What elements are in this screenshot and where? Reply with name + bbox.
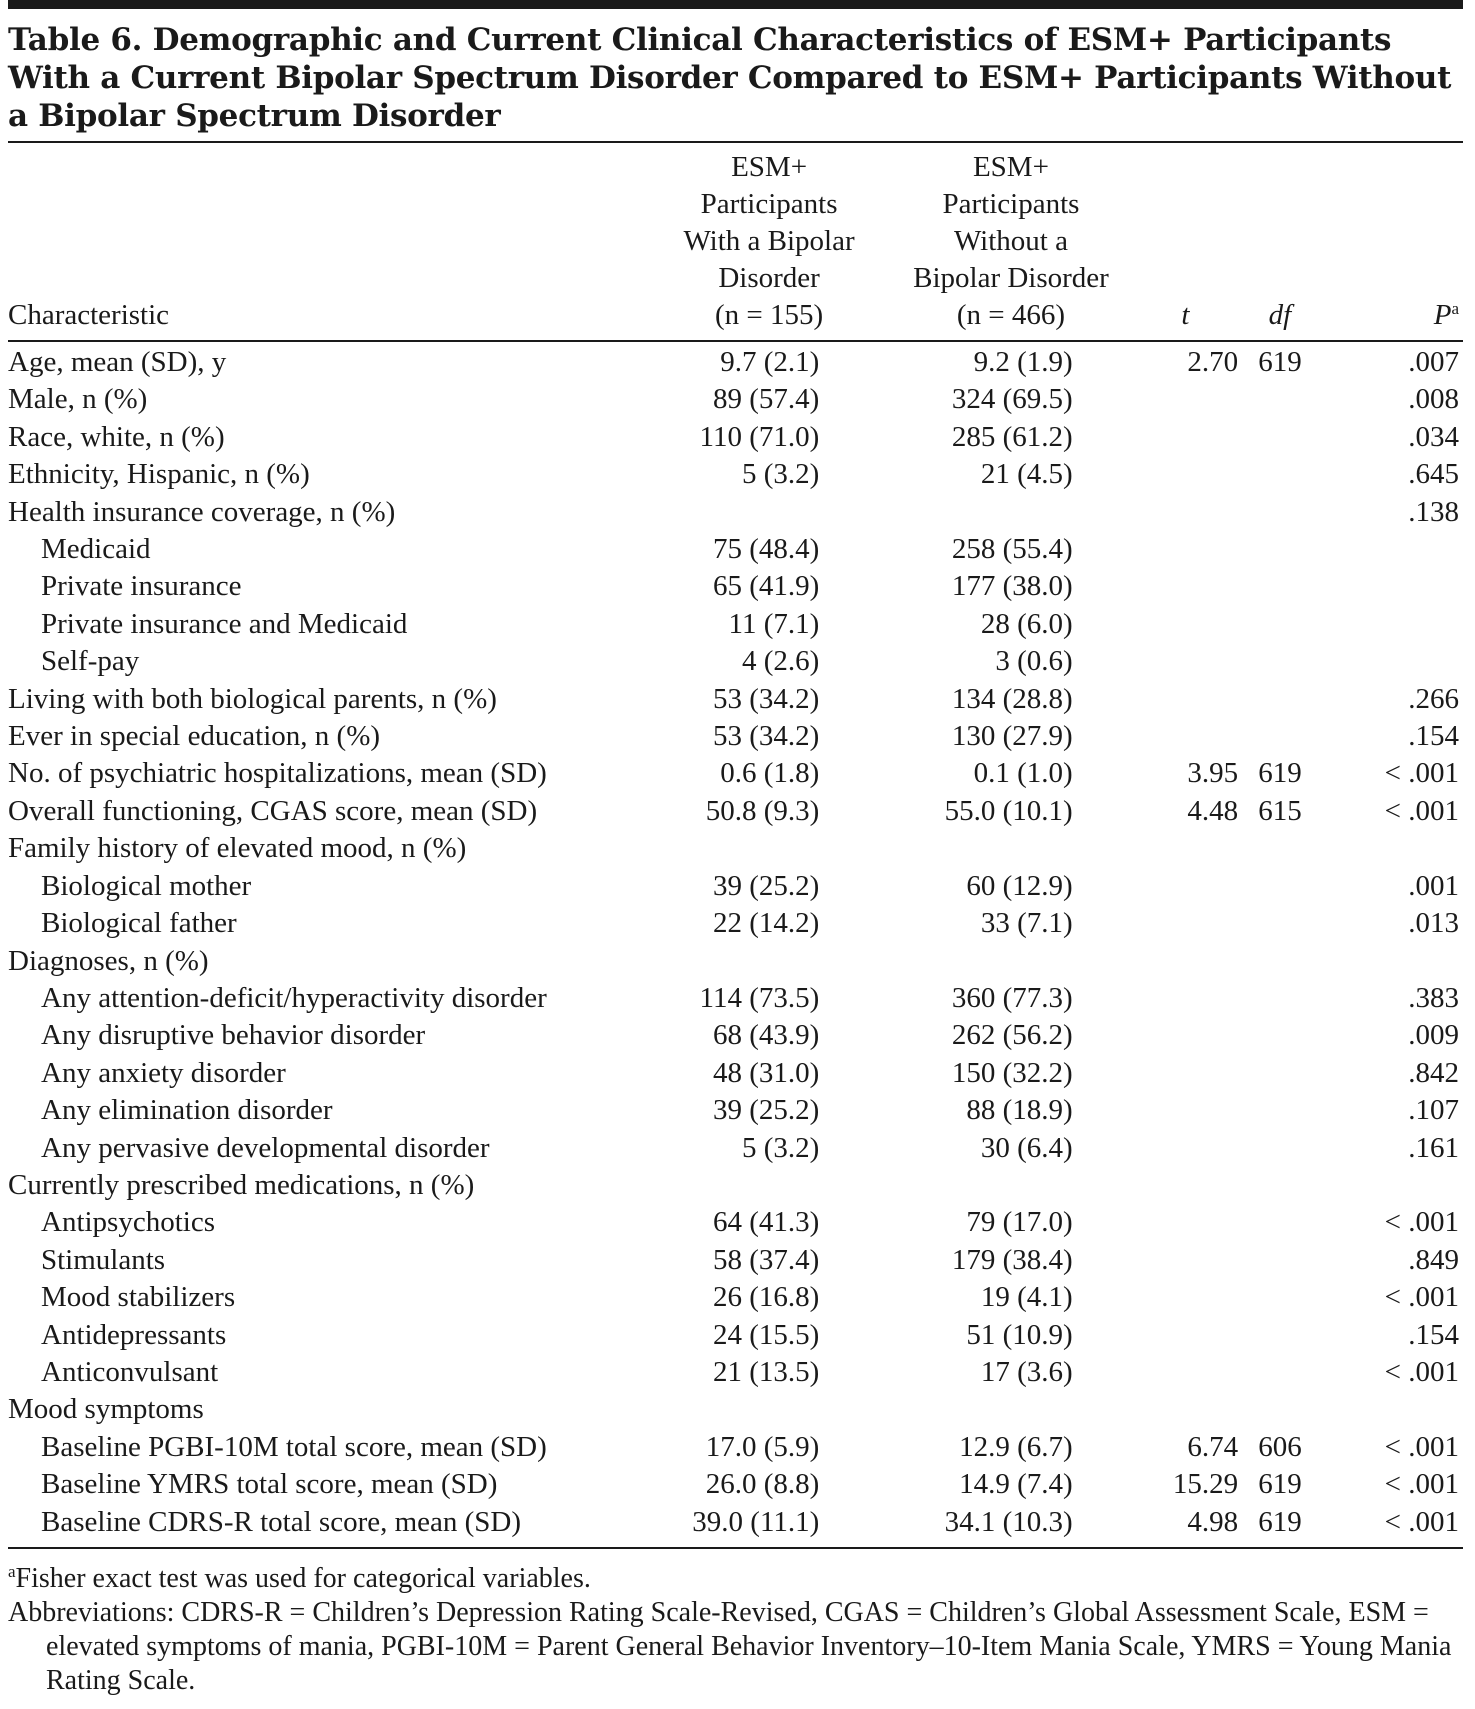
- row-t-value: [1131, 1167, 1241, 1204]
- table-row: [8, 980, 1463, 1017]
- row-without-bipolar-value: 88 (18.9): [966, 1094, 1073, 1127]
- row-characteristic: Baseline YMRS total score, mean (SD): [41, 1468, 498, 1501]
- row-p-value: < .001: [1384, 1355, 1459, 1388]
- row-p-value: .161: [1408, 1131, 1459, 1164]
- row-t-value: [1131, 494, 1241, 531]
- row-with-bipolar-value: [647, 1391, 891, 1428]
- row-t-value: 2.70: [1187, 346, 1239, 378]
- table-body: [8, 341, 1463, 1547]
- row-t-value: [1131, 1354, 1241, 1391]
- header-p: [1320, 143, 1463, 341]
- header-g2-line: Bipolar Disorder: [913, 262, 1109, 294]
- row-with-bipolar-value: 22 (14.2): [712, 907, 820, 940]
- row-with-bipolar-value: 24 (15.5): [712, 1318, 820, 1351]
- table-row: [8, 1204, 1463, 1241]
- table-row: [8, 1167, 1463, 1204]
- row-characteristic: Baseline PGBI-10M total score, mean (SD): [41, 1430, 547, 1463]
- row-characteristic: Private insurance: [41, 570, 242, 603]
- row-characteristic: Age, mean (SD), y: [8, 346, 227, 378]
- row-characteristic: Antipsychotics: [41, 1206, 215, 1239]
- table-row: [8, 606, 1463, 643]
- row-df-value: [1240, 643, 1320, 680]
- row-t-value: [1131, 1279, 1241, 1316]
- row-p-value: < .001: [1384, 1468, 1459, 1501]
- header-g2-line: Without a: [953, 225, 1068, 257]
- row-df-value: [1240, 1391, 1320, 1428]
- row-t-value: [1131, 943, 1241, 980]
- header-g2-line: (n = 466): [956, 299, 1066, 331]
- row-with-bipolar-value: 21 (13.5): [712, 1355, 820, 1388]
- row-t-value: 4.98: [1187, 1505, 1239, 1538]
- table-row: [8, 1055, 1463, 1092]
- row-characteristic: Private insurance and Medicaid: [41, 607, 408, 640]
- row-without-bipolar-value: 3 (0.6): [995, 645, 1073, 678]
- table-row: [8, 1092, 1463, 1129]
- row-df-value: [1240, 1317, 1320, 1354]
- footnote-abbreviations: Abbreviations: CDRS-R = Children’s Depression Rating Scale-Revised, CGAS = Children’s Global Assessment Scale, ESM = elevated symptoms of mania, PGBI-10M = Parent General Behavior Inventory–10-Item Mania Scale, YMRS = Young Mania Rating Scale.: [8, 1597, 1452, 1696]
- row-characteristic: Diagnoses, n (%): [8, 944, 209, 977]
- footnote-a-text: Fisher exact test was used for categorical variables.: [15, 1563, 591, 1594]
- table-row: [8, 568, 1463, 605]
- row-t-value: [1131, 1391, 1241, 1428]
- row-p-value: .013: [1408, 907, 1459, 940]
- row-with-bipolar-value: 4 (2.6): [741, 645, 820, 678]
- table-row: [8, 341, 1463, 381]
- row-without-bipolar-value: 28 (6.0): [980, 607, 1073, 640]
- row-characteristic: Any attention-deficit/hyperactivity disorder: [41, 981, 547, 1014]
- row-t-value: 4.48: [1187, 794, 1239, 827]
- row-with-bipolar-value: 39 (25.2): [712, 1094, 820, 1127]
- table-row: [8, 943, 1463, 980]
- row-characteristic: Family history of elevated mood, n (%): [8, 832, 467, 865]
- row-with-bipolar-value: 48 (31.0): [712, 1056, 820, 1089]
- row-characteristic: Antidepressants: [41, 1318, 227, 1351]
- row-without-bipolar-value: [891, 830, 1130, 867]
- row-with-bipolar-value: 17.0 (5.9): [705, 1430, 820, 1463]
- table-row: [8, 381, 1463, 418]
- row-p-value: < .001: [1384, 1206, 1459, 1239]
- table-row: [8, 1317, 1463, 1354]
- row-with-bipolar-value: [647, 494, 891, 531]
- header-df: df: [1240, 143, 1320, 341]
- row-with-bipolar-value: 5 (3.2): [741, 458, 820, 491]
- row-t-value: [1131, 1204, 1241, 1241]
- table-row: [8, 681, 1463, 718]
- row-p-value: [1320, 643, 1463, 680]
- row-p-value: .107: [1408, 1094, 1459, 1127]
- header-g2-line: Participants: [942, 188, 1080, 220]
- row-characteristic: Currently prescribed medications, n (%): [8, 1168, 475, 1201]
- row-characteristic: Baseline CDRS-R total score, mean (SD): [41, 1505, 522, 1538]
- row-p-value: < .001: [1384, 757, 1459, 790]
- row-p-value: .138: [1408, 495, 1459, 528]
- row-t-value: [1131, 1130, 1241, 1167]
- row-t-value: 15.29: [1172, 1468, 1239, 1501]
- row-t-value: [1131, 568, 1241, 605]
- row-with-bipolar-value: 5 (3.2): [741, 1131, 820, 1164]
- row-with-bipolar-value: 89 (57.4): [712, 383, 820, 416]
- row-without-bipolar-value: 324 (69.5): [951, 383, 1073, 416]
- row-t-value: [1131, 1317, 1241, 1354]
- row-df-value: [1240, 1242, 1320, 1279]
- row-with-bipolar-value: 11 (7.1): [728, 607, 820, 640]
- row-df-value: [1240, 681, 1320, 718]
- row-without-bipolar-value: [891, 494, 1130, 531]
- row-df-value: [1240, 1279, 1320, 1316]
- header-g1-line: (n = 155): [714, 299, 824, 331]
- table-row: [8, 1017, 1463, 1054]
- table-row: [8, 1130, 1463, 1167]
- row-t-value: [1131, 419, 1241, 456]
- row-with-bipolar-value: 26 (16.8): [712, 1281, 820, 1314]
- row-df-value: [1240, 456, 1320, 493]
- row-without-bipolar-value: 79 (17.0): [966, 1206, 1073, 1239]
- table-title: Table 6. Demographic and Current Clinical Characteristics of ESM+ Participants With a Current Bipolar Spectrum Disorder Compared to ESM+ Participants Without a Bipolar Spectrum Disorder: [8, 22, 1452, 134]
- table-row: [8, 793, 1463, 830]
- row-characteristic: Male, n (%): [8, 383, 148, 416]
- row-without-bipolar-value: 33 (7.1): [980, 907, 1073, 940]
- row-without-bipolar-value: 179 (38.4): [951, 1243, 1073, 1276]
- row-p-value: .154: [1408, 720, 1459, 753]
- row-df-value: [1240, 1017, 1320, 1054]
- table-row: [8, 494, 1463, 531]
- header-g1-line: Disorder: [718, 262, 820, 294]
- table-row: [8, 830, 1463, 867]
- row-p-value: [1320, 568, 1463, 605]
- document-page: [8, 0, 1463, 1698]
- row-characteristic: Anticonvulsant: [41, 1355, 219, 1388]
- header-without-bipolar: [891, 143, 1130, 341]
- row-p-value: .009: [1408, 1019, 1459, 1052]
- row-df-value: [1240, 568, 1320, 605]
- footnotes: [8, 1555, 1463, 1698]
- row-t-value: [1131, 905, 1241, 942]
- row-df-value: [1240, 494, 1320, 531]
- row-characteristic: Any pervasive developmental disorder: [41, 1131, 490, 1164]
- row-df-value: [1240, 868, 1320, 905]
- row-df-value: 615: [1258, 794, 1302, 827]
- row-with-bipolar-value: 53 (34.2): [712, 720, 820, 753]
- row-with-bipolar-value: [647, 943, 891, 980]
- row-df-value: [1240, 980, 1320, 1017]
- header-g1-line: Participants: [700, 188, 838, 220]
- row-t-value: [1131, 1242, 1241, 1279]
- row-characteristic: Medicaid: [41, 533, 151, 566]
- row-df-value: [1240, 1167, 1320, 1204]
- row-t-value: [1131, 381, 1241, 418]
- row-characteristic: No. of psychiatric hospitalizations, mean (SD): [8, 757, 547, 790]
- row-without-bipolar-value: 34.1 (10.3): [944, 1505, 1073, 1538]
- row-df-value: [1240, 943, 1320, 980]
- row-t-value: [1131, 681, 1241, 718]
- row-t-value: [1131, 718, 1241, 755]
- row-without-bipolar-value: 134 (28.8): [951, 682, 1073, 715]
- row-characteristic: Self-pay: [41, 645, 140, 678]
- row-without-bipolar-value: 21 (4.5): [980, 458, 1073, 491]
- row-t-value: [1131, 531, 1241, 568]
- row-without-bipolar-value: [891, 1391, 1130, 1428]
- header-row: [8, 143, 1463, 341]
- row-t-value: [1131, 456, 1241, 493]
- row-p-value: .842: [1408, 1056, 1459, 1089]
- row-df-value: [1240, 830, 1320, 867]
- row-with-bipolar-value: 9.7 (2.1): [720, 346, 820, 378]
- row-characteristic: Health insurance coverage, n (%): [8, 495, 396, 528]
- row-without-bipolar-value: 285 (61.2): [951, 420, 1073, 453]
- footnote-a: [8, 1555, 1463, 1596]
- row-p-value: < .001: [1384, 1505, 1459, 1538]
- row-df-value: 619: [1258, 346, 1302, 378]
- row-p-value: [1320, 606, 1463, 643]
- row-p-value: .154: [1408, 1318, 1459, 1351]
- table-row: [8, 1504, 1463, 1547]
- row-without-bipolar-value: 19 (4.1): [980, 1281, 1073, 1314]
- row-characteristic: Ethnicity, Hispanic, n (%): [8, 458, 310, 491]
- row-with-bipolar-value: 64 (41.3): [712, 1206, 820, 1239]
- row-with-bipolar-value: 0.6 (1.8): [720, 757, 820, 790]
- row-characteristic: Living with both biological parents, n (%): [8, 682, 497, 715]
- table-row: [8, 643, 1463, 680]
- table-row: [8, 755, 1463, 792]
- row-df-value: [1240, 419, 1320, 456]
- table-row: [8, 456, 1463, 493]
- row-without-bipolar-value: 51 (10.9): [966, 1318, 1073, 1351]
- row-t-value: [1131, 606, 1241, 643]
- table-row: [8, 905, 1463, 942]
- footnote-a-marker: a: [8, 1562, 16, 1581]
- row-without-bipolar-value: 177 (38.0): [951, 570, 1073, 603]
- row-df-value: 606: [1258, 1430, 1302, 1463]
- header-g2-line: ESM+: [972, 151, 1049, 183]
- row-characteristic: Biological father: [41, 907, 237, 940]
- row-with-bipolar-value: 65 (41.9): [712, 570, 820, 603]
- row-p-value: < .001: [1384, 794, 1459, 827]
- row-with-bipolar-value: 58 (37.4): [712, 1243, 820, 1276]
- row-without-bipolar-value: 130 (27.9): [951, 720, 1073, 753]
- row-p-value: < .001: [1384, 1430, 1459, 1463]
- table-row: [8, 1279, 1463, 1316]
- data-table: [8, 143, 1463, 1547]
- top-rule: [8, 0, 1463, 9]
- table-row: [8, 1391, 1463, 1428]
- row-without-bipolar-value: 150 (32.2): [951, 1056, 1073, 1089]
- row-with-bipolar-value: 53 (34.2): [712, 682, 820, 715]
- row-t-value: [1131, 1055, 1241, 1092]
- row-df-value: 619: [1258, 1468, 1302, 1501]
- row-p-value: .001: [1408, 869, 1459, 902]
- table-row: [8, 1429, 1463, 1466]
- row-p-value: [1320, 1167, 1463, 1204]
- row-without-bipolar-value: 60 (12.9): [966, 869, 1073, 902]
- row-df-value: 619: [1258, 757, 1302, 790]
- row-t-value: [1131, 980, 1241, 1017]
- table-row: [8, 1242, 1463, 1279]
- row-df-value: [1240, 718, 1320, 755]
- row-t-value: [1131, 643, 1241, 680]
- row-with-bipolar-value: 68 (43.9): [712, 1019, 820, 1052]
- row-characteristic: Stimulants: [41, 1243, 166, 1276]
- header-p-letter: P: [1433, 299, 1452, 331]
- row-characteristic: Mood symptoms: [8, 1393, 204, 1426]
- row-with-bipolar-value: 75 (48.4): [712, 533, 820, 566]
- row-p-value: .849: [1408, 1243, 1459, 1276]
- table-row: [8, 718, 1463, 755]
- row-p-value: .266: [1408, 682, 1459, 715]
- header-g1-line: ESM+: [731, 151, 808, 183]
- row-characteristic: Mood stabilizers: [41, 1281, 236, 1314]
- table-row: [8, 1466, 1463, 1503]
- row-df-value: [1240, 1130, 1320, 1167]
- row-p-value: .383: [1408, 981, 1459, 1014]
- header-t: t: [1131, 143, 1241, 341]
- row-without-bipolar-value: 360 (77.3): [951, 981, 1073, 1014]
- row-df-value: [1240, 1204, 1320, 1241]
- row-without-bipolar-value: 9.2 (1.9): [973, 346, 1073, 378]
- row-without-bipolar-value: 12.9 (6.7): [959, 1430, 1073, 1463]
- row-t-value: [1131, 868, 1241, 905]
- table-header: [8, 143, 1463, 341]
- row-with-bipolar-value: 26.0 (8.8): [705, 1468, 820, 1501]
- row-with-bipolar-value: 39.0 (11.1): [692, 1505, 820, 1538]
- row-with-bipolar-value: 110 (71.0): [699, 420, 820, 453]
- table-row: [8, 868, 1463, 905]
- row-df-value: 619: [1258, 1505, 1302, 1538]
- row-t-value: [1131, 1092, 1241, 1129]
- row-with-bipolar-value: [647, 830, 891, 867]
- row-t-value: 6.74: [1187, 1430, 1239, 1463]
- table-row: [8, 1354, 1463, 1391]
- row-df-value: [1240, 905, 1320, 942]
- row-without-bipolar-value: 55.0 (10.1): [944, 794, 1073, 827]
- row-df-value: [1240, 1055, 1320, 1092]
- row-p-value: [1320, 830, 1463, 867]
- row-df-value: [1240, 606, 1320, 643]
- row-without-bipolar-value: 14.9 (7.4): [959, 1468, 1073, 1501]
- row-characteristic: Ever in special education, n (%): [8, 720, 381, 753]
- bottom-rule: [8, 1547, 1463, 1549]
- header-with-bipolar: [647, 143, 891, 341]
- row-with-bipolar-value: 39 (25.2): [712, 869, 820, 902]
- row-with-bipolar-value: [647, 1167, 891, 1204]
- row-p-value: .645: [1408, 458, 1459, 491]
- row-without-bipolar-value: 262 (56.2): [951, 1019, 1073, 1052]
- row-characteristic: Overall functioning, CGAS score, mean (SD): [8, 794, 538, 827]
- row-df-value: [1240, 1092, 1320, 1129]
- header-p-sup: a: [1451, 299, 1459, 318]
- row-p-value: [1320, 531, 1463, 568]
- row-characteristic: Any anxiety disorder: [41, 1056, 286, 1089]
- row-without-bipolar-value: [891, 943, 1130, 980]
- row-t-value: [1131, 1017, 1241, 1054]
- row-p-value: .007: [1408, 346, 1459, 378]
- row-p-value: .008: [1408, 383, 1459, 416]
- row-without-bipolar-value: 30 (6.4): [980, 1131, 1073, 1164]
- row-without-bipolar-value: 17 (3.6): [980, 1355, 1073, 1388]
- row-p-value: [1320, 943, 1463, 980]
- row-with-bipolar-value: 50.8 (9.3): [705, 794, 820, 827]
- header-characteristic: Characteristic: [8, 143, 647, 341]
- row-characteristic: Biological mother: [41, 869, 252, 902]
- row-without-bipolar-value: 258 (55.4): [951, 533, 1073, 566]
- row-df-value: [1240, 531, 1320, 568]
- row-p-value: [1320, 1391, 1463, 1428]
- table-row: [8, 531, 1463, 568]
- row-characteristic: Any disruptive behavior disorder: [41, 1019, 426, 1052]
- row-t-value: 3.95: [1187, 757, 1239, 790]
- row-df-value: [1240, 1354, 1320, 1391]
- row-df-value: [1240, 381, 1320, 418]
- table-row: [8, 419, 1463, 456]
- row-without-bipolar-value: [891, 1167, 1130, 1204]
- row-characteristic: Any elimination disorder: [41, 1094, 333, 1127]
- header-g1-line: With a Bipolar: [683, 225, 855, 257]
- row-t-value: [1131, 830, 1241, 867]
- row-characteristic: Race, white, n (%): [8, 420, 225, 453]
- row-p-value: .034: [1408, 420, 1459, 453]
- row-p-value: < .001: [1384, 1281, 1459, 1314]
- row-with-bipolar-value: 114 (73.5): [699, 981, 820, 1014]
- row-without-bipolar-value: 0.1 (1.0): [973, 757, 1073, 790]
